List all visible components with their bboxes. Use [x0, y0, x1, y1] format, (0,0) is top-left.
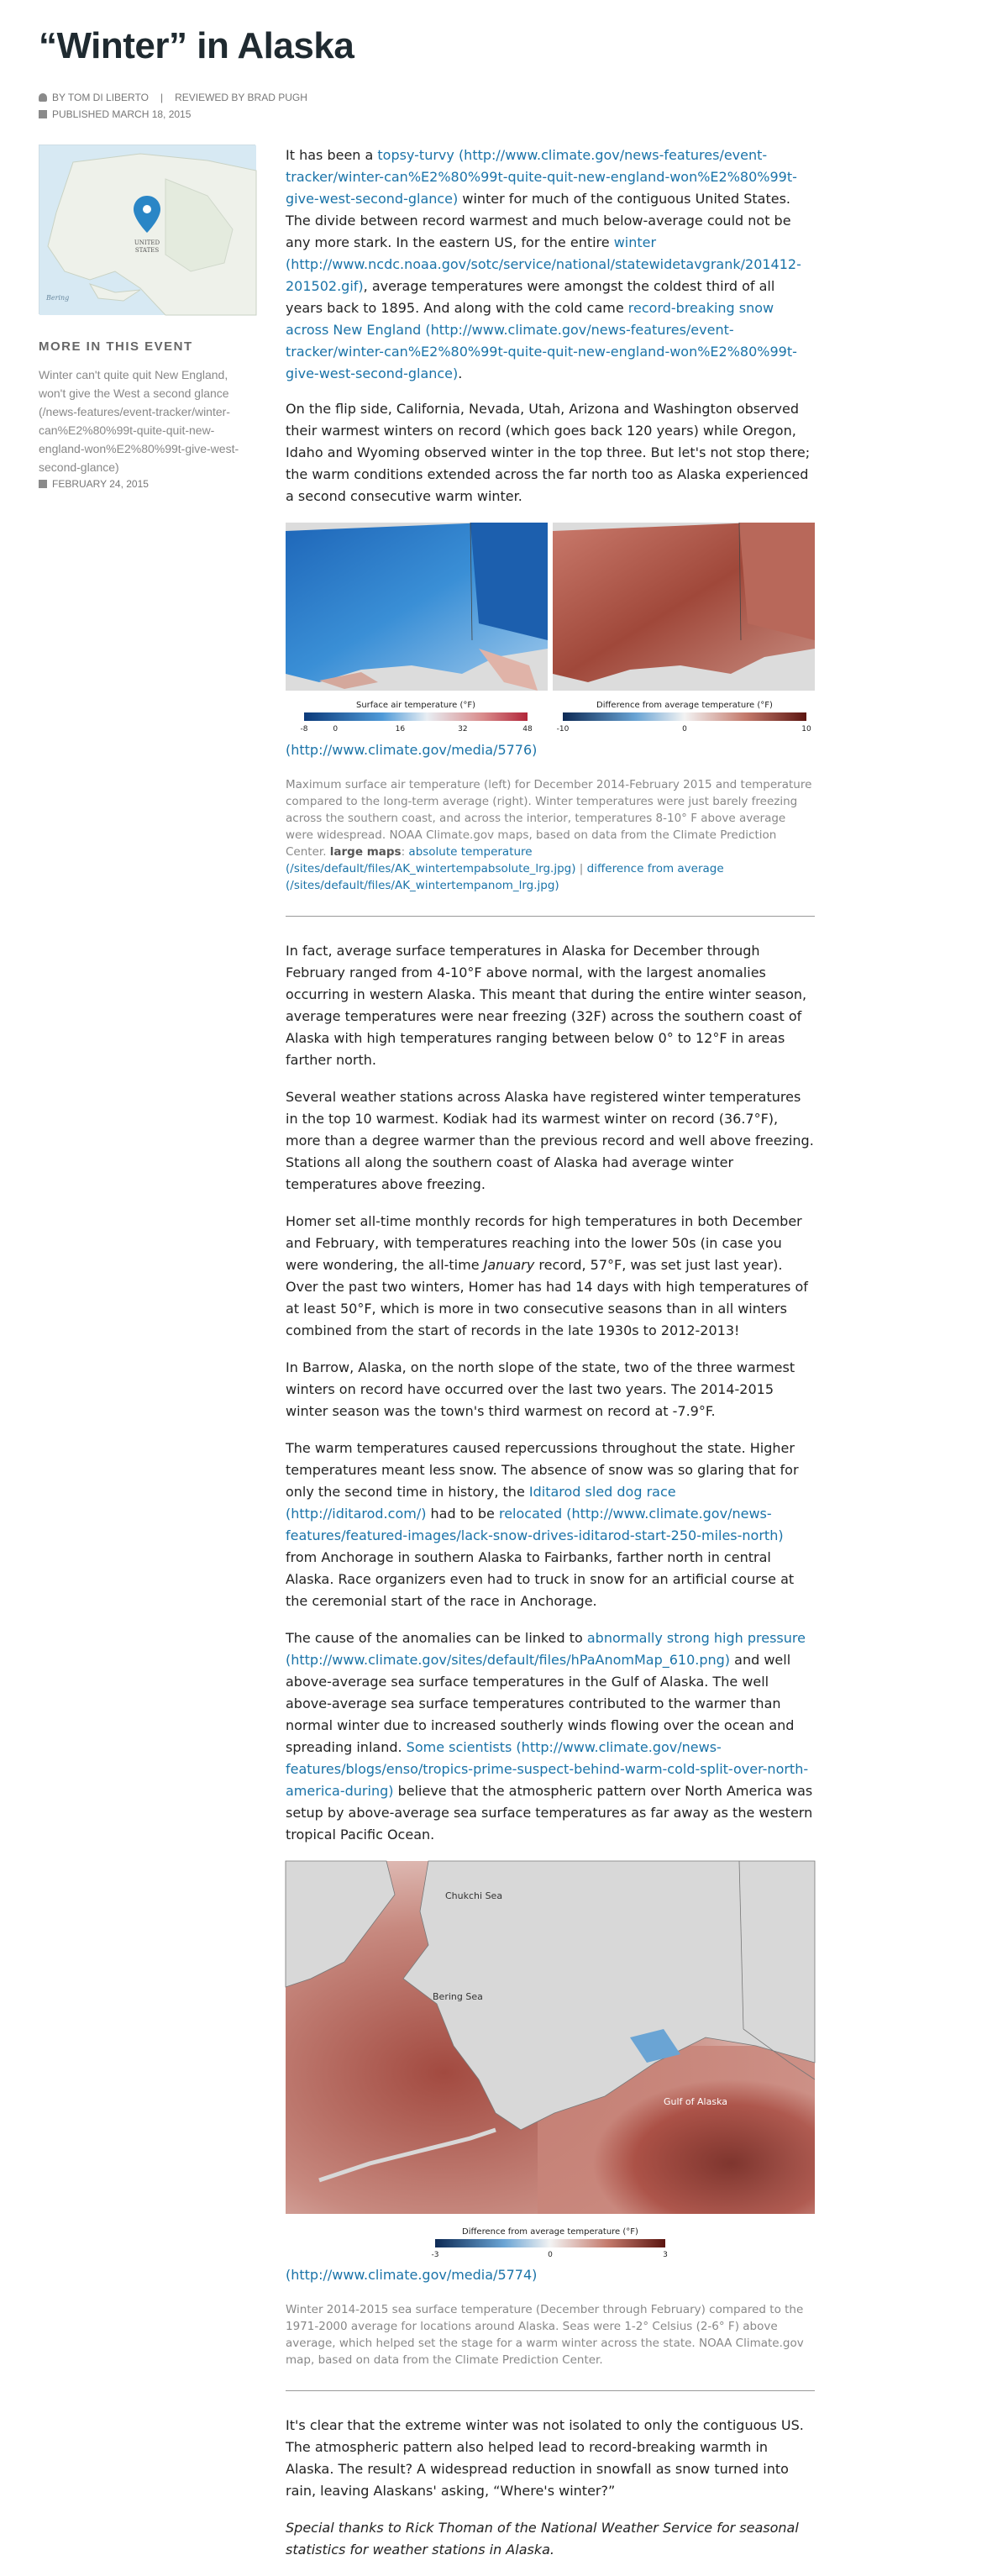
label-bering-sea: Bering Sea	[433, 1991, 483, 2002]
legend-tick-label: 32	[458, 725, 468, 733]
person-icon	[39, 93, 47, 102]
relocated-link[interactable]: relocated (http://www.climate.gov/news-features/featured-images/lack-snow-drives-iditarod-start-250-miles-north)	[286, 1506, 784, 1543]
paragraph-7: The warm temperatures caused repercussions throughout the state. Higher temperatures meant less snow. The absence of snow was so glaring that for only the second time in history, the Iditarod sled dog race (http://iditarod.com/) had to be relocated (http://www.climate.gov/news-features/featured-images/lack-snow-drives-iditarod-start-250-miles-north) from Anchorage in southern Alaska to Fairbanks, farther north in central Alaska. Race organizers even had to truck in snow for an artificial course at the ceremonial start of the race in Anchorage.	[286, 1440, 799, 1609]
calendar-icon	[39, 480, 47, 488]
page-title: “Winter” in Alaska	[39, 25, 354, 66]
difference-from-average-link[interactable]: difference from average (/sites/default/files/AK_wintertempanom_lrg.jpg)	[286, 862, 724, 892]
paragraph-4: Several weather stations across Alaska have registered winter temperatures in the top 10 warmest. Kodiak had its warmest winter on record (36.7°F), more than a degree warmer than the previous record and well above freezing. Stations all along the southern coast of Alaska had average winter temperatures above freezing.	[286, 1089, 814, 1192]
figure2-caption: Winter 2014-2015 sea surface temperature (December through February) compared to the 1971-2000 average for locations around Alaska. Seas were 1-2° Celsius (2-6° F) above average, which helped set the stage for a warm winter across the state. NOAA Climate.gov map, based on data from the Climate Prediction Center.	[286, 2303, 804, 2367]
legend-tick-label: 10	[801, 725, 811, 733]
right-legend-ticks	[557, 725, 811, 733]
label-gulf-of-alaska: Gulf of Alaska	[664, 2096, 727, 2107]
figure1-caption: Maximum surface air temperature (left) for December 2014-February 2015 and temperature compared to the long-term average (right). Winter temperatures were just barely freezing across the southern coast, and across the interior, temperatures 8-10° F above average were widespread. NOAA Climate.gov maps, based on data from the Climate Prediction Center. large maps: absolute temperature (/sites/default/files/AK_wintertempabsolute_lrg.jpg) | difference from average (/sites/default/files/AK_wintertempanom_lrg.jpg)	[286, 778, 812, 892]
paragraph-6: In Barrow, Alaska, on the north slope of the state, two of the three warmest winters on record have occurred over the last two years. The 2014-2015 winter season was the town's third warmest on record at -7.9°F.	[286, 1359, 795, 1419]
legend-tick-label: 0	[548, 2251, 553, 2259]
legend-tick-label: 48	[522, 725, 533, 733]
article-body	[286, 145, 815, 2576]
event-date-text: FEBRUARY 24, 2015	[52, 478, 149, 490]
iditarod-link[interactable]: Iditarod sled dog race (http://iditarod.com/)	[286, 1484, 676, 1522]
acknowledgement: Special thanks to Rick Thoman of the National Weather Service for seasonal statistics for weather stations in Alaska.	[286, 2520, 799, 2558]
location-map-thumbnail[interactable]	[39, 145, 255, 314]
map-label-states: STATES	[134, 247, 160, 254]
article-meta	[39, 89, 307, 123]
winter-link[interactable]: winter (http://www.ncdc.noaa.gov/sotc/service/national/statewidetavgrank/201412-201502.gif)	[286, 234, 801, 294]
published-date: PUBLISHED MARCH 18, 2015	[52, 108, 192, 120]
absolute-temperature-link[interactable]: absolute temperature (/sites/default/files/AK_wintertempabsolute_lrg.jpg)	[286, 845, 576, 875]
reviewer: REVIEWED BY BRAD PUGH	[175, 92, 307, 103]
figure-sea-surface-map	[286, 1861, 815, 2368]
figure2-media-link[interactable]: (http://www.climate.gov/media/5774)	[286, 2267, 538, 2283]
left-legend-bar	[304, 712, 528, 721]
meta-separator: |	[160, 92, 164, 103]
related-event-link[interactable]: Winter can't quite quit New England, won't give the West a second glance (/news-features/event-tracker/winter-can%E2%80%99t-quite-quit-new-england-won%E2%80%99t-give-west-second-glance)	[39, 368, 239, 474]
calendar-icon	[39, 110, 47, 118]
legend-tick-label: 3	[663, 2251, 668, 2259]
sea-surface-temperature-image[interactable]	[286, 1861, 815, 2258]
more-in-event-heading: MORE IN THIS EVENT	[39, 339, 193, 354]
record-snow-link[interactable]: record-breaking snow across New England (http://www.climate.gov/news-features/event-tracker/winter-can%E2%80%99t-quite-quit-new-england-won%E2%80%99t-give-west-second-glance)	[286, 300, 797, 381]
paragraph-1: It has been a topsy-turvy (http://www.climate.gov/news-features/event-tracker/winter-can%E2%80%99t-quite-quit-new-england-won%E2%80%99t-give-west-second-glance) winter for much of the contiguous United States. The divide between record warmest and much below-average could not be any more stark. In the eastern US, for the entire winter (http://www.ncdc.noaa.gov/sotc/service/national/statewidetavgrank/201412-201502.gif), average temperatures were amongst the coldest third of all years back to 1895. And along with the cold came record-breaking snow across New England (http://www.climate.gov/news-features/event-tracker/winter-can%E2%80%99t-quite-quit-new-england-won%E2%80%99t-give-west-second-glance).	[286, 147, 801, 381]
related-event-date	[39, 478, 255, 490]
sidebar	[39, 145, 255, 490]
map-label-bering: Bering	[46, 294, 70, 302]
right-legend-bar	[563, 712, 806, 721]
topsy-turvy-link[interactable]: topsy-turvy (http://www.climate.gov/news-features/event-tracker/winter-can%E2%80%99t-quite-quit-new-england-won%E2%80%99t-give-west-second-glance)	[286, 147, 797, 207]
paragraph-9: It's clear that the extreme winter was not isolated to only the contiguous US. The atmospheric pattern also helped lead to record-breaking warmth in Alaska. The result? A widespread reduction in snowfall as snow turned into rain, leaving Alaskans' asking, “Where's winter?”	[286, 2417, 804, 2499]
some-scientists-link[interactable]: Some scientists (http://www.climate.gov/news-features/blogs/enso/tropics-prime-suspect-behind-warm-cold-split-over-north-america-during)	[286, 1739, 809, 1799]
left-legend-ticks	[301, 725, 533, 733]
legend-tick-label: -3	[431, 2251, 439, 2259]
legend-tick-label: -8	[300, 725, 308, 733]
divider	[286, 2390, 815, 2391]
byline: BY TOM DI LIBERTO	[52, 92, 149, 103]
legend-tick-label: 0	[333, 725, 339, 733]
paragraph-2: On the flip side, California, Nevada, Utah, Arizona and Washington observed their warmest winters on record (which goes back 120 years) while Oregon, Idaho and Wyoming observed winter in the top three. But let's not stop there; the warm conditions extended across the far north too as Alaska experienced a second consecutive warm winter.	[286, 401, 811, 504]
label-chukchi-sea: Chukchi Sea	[445, 1890, 503, 1901]
temperature-maps-image[interactable]	[286, 523, 815, 733]
sea-legend-ticks	[432, 2251, 668, 2259]
high-pressure-link[interactable]: abnormally strong high pressure (http://www.climate.gov/sites/default/files/hPaAnomMap_610.png)	[286, 1630, 806, 1668]
figure-temperature-maps	[286, 523, 815, 894]
map-label-united: UNITED	[134, 239, 160, 246]
legend-tick-label: -10	[556, 725, 570, 733]
legend-tick-label: 16	[395, 725, 406, 733]
figure1-media-link[interactable]: (http://www.climate.gov/media/5776)	[286, 742, 538, 758]
legend-tick-label: 0	[682, 725, 687, 733]
divider	[286, 916, 815, 917]
right-legend-title: Difference from average temperature (°F)	[596, 701, 773, 710]
paragraph-8: The cause of the anomalies can be linked to abnormally strong high pressure (http://www.climate.gov/sites/default/files/hPaAnomMap_610.png) and well above-average sea surface temperatures in the Gulf of Alaska. The well above-average sea surface temperatures contributed to the warmer than normal winter due to increased southerly winds flowing over the ocean and spreading inland. Some scientists (http://www.climate.gov/news-features/blogs/enso/tropics-prime-suspect-behind-warm-cold-split-over-north-america-during) believe that the atmospheric pattern over North America was setup by above-average sea surface temperatures as far away as the western tropical Pacific Ocean.	[286, 1630, 813, 1843]
sea-legend-bar	[435, 2239, 665, 2247]
paragraph-3: In fact, average surface temperatures in Alaska for December through February ranged from 4-10°F above normal, with the largest anomalies occurring in western Alaska. This meant that during the entire winter season, average temperatures were near freezing (32F) across the southern coast of Alaska with high temperatures ranging between below 0° to 12°F in areas farther north.	[286, 943, 807, 1068]
sea-legend-title: Difference from average temperature (°F)	[462, 2227, 638, 2237]
paragraph-5: Homer set all-time monthly records for high temperatures in both December and February, with temperatures reaching into the lower 50s (in case you were wondering, the all-time January record, 57°F, was set just last year). Over the past two winters, Homer has had 14 days with high temperatures of at least 50°F, which is more in two consecutive seasons than in all winters combined from the start of records in the late 1930s to 2012-2013!	[286, 1213, 808, 1338]
left-legend-title: Surface air temperature (°F)	[355, 701, 476, 710]
